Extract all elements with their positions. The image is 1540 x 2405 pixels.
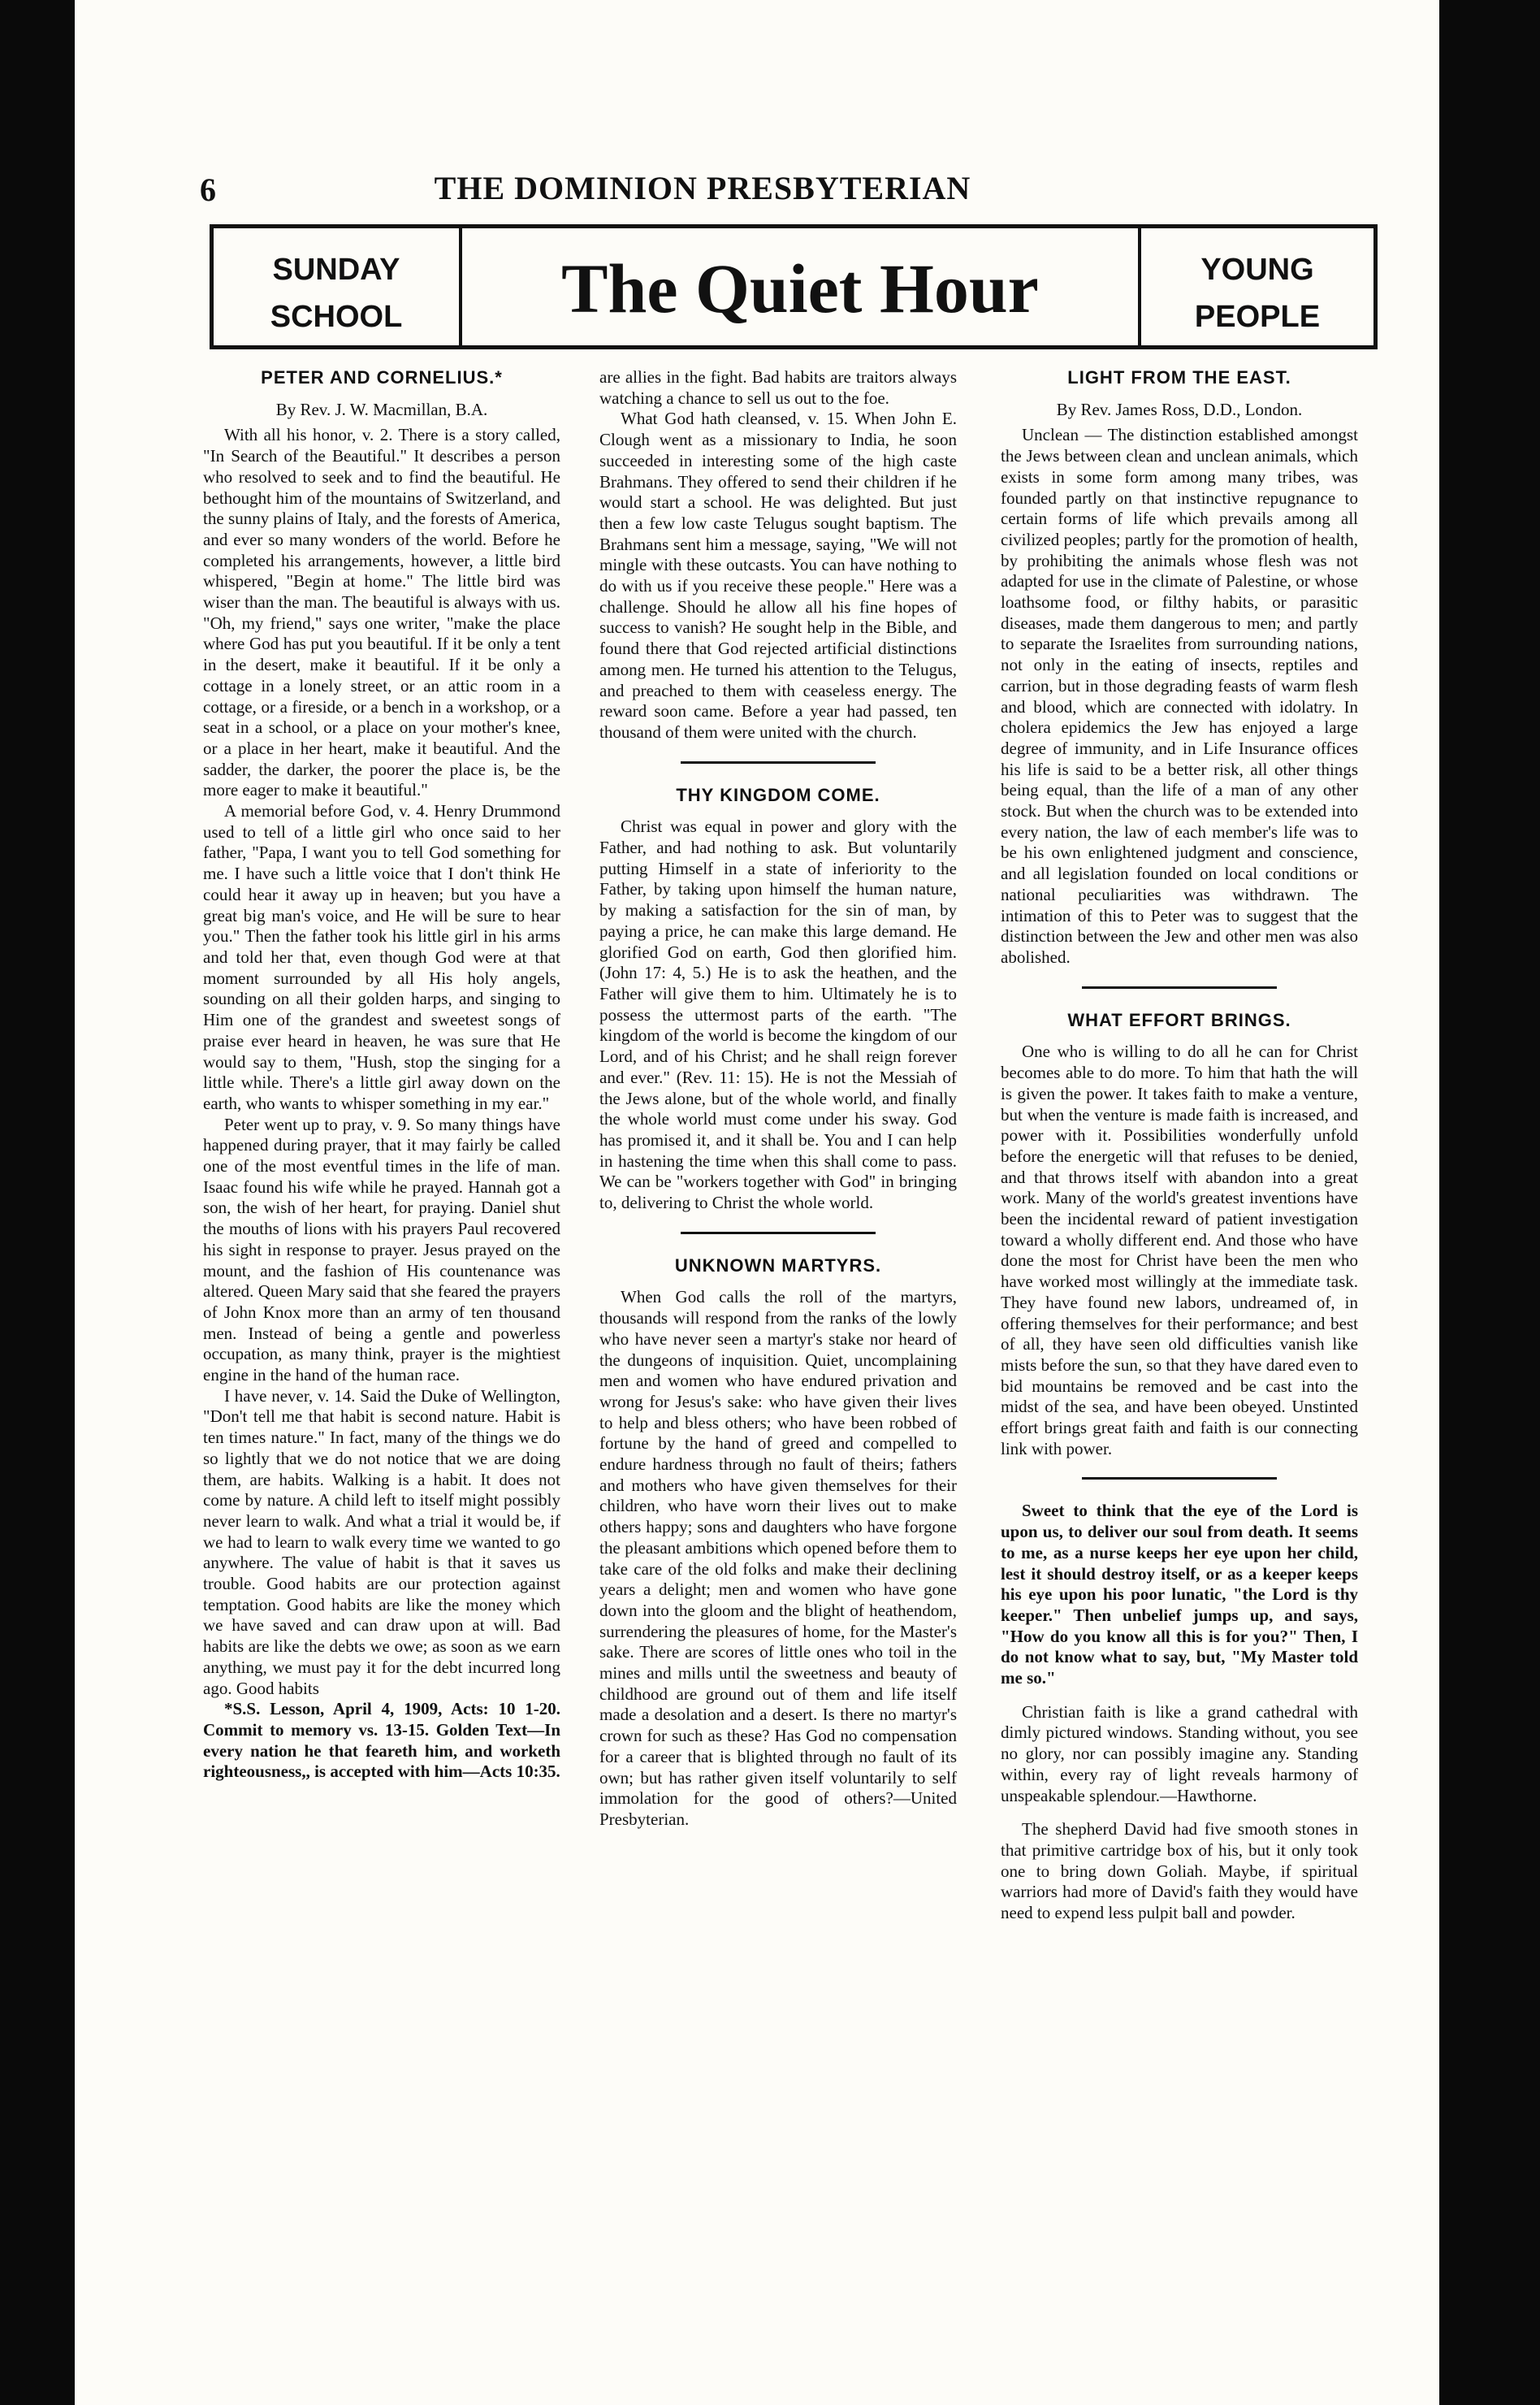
article-paragraph: With all his honor, v. 2. There is a story called, "In Search of the Beautiful." It describes a person who resolved to seek and to find the beautiful. He bethought him of the mountains of Switzerland, and the sunny plains of Italy, and the forests of America, and ever so many wonders of the world. Before he completed his arrangements, however, a little bird whispered, "Begin at home." The little bird was wiser than the man. The beautiful is always with us. "Oh, my friend," says one writer, "make the place where God has put you beautiful. If it be only a tent in the desert, make it beautiful. If it be only a cottage in a lonely street, or an attic room in a cottage, or a fireside, or a bench in a workshop, or a seat in a school, or a place on your mother's knee, or a place in her heart, make it beautiful. And the sadder, the darker, the poorer the place is, be the more eager to make it beautiful." [203, 425, 560, 800]
article-heading-unknown-martyrs: UNKNOWN MARTYRS. [674, 1254, 882, 1276]
column-left [203, 367, 560, 1783]
section-divider [681, 761, 876, 764]
column-right [1001, 367, 1358, 1924]
article-byline: By Rev. James Ross, D.D., London. [1056, 399, 1303, 419]
paragraph-gap [1001, 1689, 1358, 1702]
article-heading-thy-kingdom: THY KINGDOM COME. [676, 784, 880, 805]
article-paragraph: A memorial before God, v. 4. Henry Drummond used to tell of a little girl who once said to her father, "Papa, I want you to tell God something for me. I have such a little voice that I don't think He could hear it away up in heaven; but you have a great big man's voice, and He will be sure to hear you." Then the father took his little girl in his arms and told her that, even though God were at that moment surrounded by all His holy angels, sounding on all their golden harps, and singing to Him one of the grandest and sweetest songs of praise ever heard in heaven, he was sure that He would say to them, "Hush, stop the singing for a little while. There's a little girl away down on the earth, who wants to whisper something in my ear." [203, 801, 560, 1113]
article-paragraph: One who is willing to do all he can for Christ becomes able to do more. To him that hath the will is given the power. It takes faith to make a venture, but when the venture is made faith is increased, and power with it. Possibilities wonderfully unfold before the energetic will that refuses to be denied, and that throws itself with abandon into a great work. Many of the world's greatest inventions have been the incidental reward of patient investigation toward a wholly different end. And those who have done the most for Christ have been the men who have worked most willingly at the immediate task. They have found new labors, undreamed of, in offering themselves for their performance; and best of all, they have seen old difficulties vanish like mists before the sun, so that they have dared even to bid mountains be removed and be cast into the midst of the sea, and have been obeyed. Unstinted effort brings great faith and faith is our connecting link with power. [1001, 1042, 1358, 1458]
section-divider [1082, 1477, 1277, 1480]
article-heading-what-effort-brings: WHAT EFFORT BRINGS. [1067, 1009, 1291, 1030]
article-paragraph: What God hath cleansed, v. 15. When John E. Clough went as a missionary to India, he soon succeeded in interesting some of the high caste Brahmans. They offered to send their children if he would start a school. He was delighted. But just then a few low caste Telugus sought baptism. The Brahmans sent him a message, saying, "We will not mingle with these outcasts. You can have nothing to do with us if you receive these people." Here was a challenge. Should he allow all his fine hopes of success to vanish? He sought help in the Bible, and found there that God rejected artificial distinctions among men. He turned his attention to the Telugus, and preached to them with ceaseless energy. The reward soon came. Before a year had passed, ten thousand of them were united with the church. [599, 409, 957, 742]
right-scan-edge [1439, 0, 1540, 2405]
quote-paragraph: The shepherd David had five smooth stones in that primitive cartridge box of his, but it only took one to bring down Goliah. Maybe, if spiritual warriors had more of David's faith they would have need to expend less pulpit ball and powder. [1001, 1819, 1358, 1923]
section-divider [1082, 986, 1277, 989]
masthead-right-line1: YOUNG [1200, 253, 1314, 287]
article-heading-peter-cornelius: PETER AND CORNELIUS.* [261, 367, 503, 388]
article-byline: By Rev. J. W. Macmillan, B.A. [275, 399, 488, 419]
running-title: THE DOMINION PRESBYTERIAN [434, 170, 971, 206]
page-number: 6 [200, 171, 216, 208]
article-heading-light-from-east: LIGHT FROM THE EAST. [1067, 367, 1291, 388]
masthead [210, 224, 1378, 349]
masthead-right-box [1138, 228, 1373, 345]
quote-paragraph: Christian faith is like a grand cathedral with dimly pictured windows. Standing without, you see no glory, nor can possibly imagine any. Standing within, every ray of light reveals harmony of unspeakable splendour.—Hawthorne. [1001, 1701, 1358, 1805]
article-paragraph: Unclean — The distinction established amongst the Jews between clean and unclean animals, which exists in some form among many tribes, was founded partly on that instinctive repugnance to certain forms of life which prevails among all civilized peoples; partly for the promotion of health, by prohibiting the animals whose flesh was not adapted for use in the climate of Palestine, or whose loathsome food, or filthy habits, or parasitic diseases, made them dangerous to men; and partly to separate the Israelites from surrounding nations, not only in the eating of insects, reptiles and carrion, but in those degrading feasts of warm flesh and blood, which are connected with idolatry. In cholera epidemics the Jew has enjoyed a large degree of immunity, and in Life Insurance offices his life is said to be a better risk, all other things being equal, than the life of a man of any other stock. But when the church was to be extended into every nation, the law of each member's life was to be his own enlightened judgment and conscience, and all legislation founded on local conditions or national peculiarities was withdrawn. The intimation of this to Peter was to suggest that the distinction between the Jew and other men was also abolished. [1001, 425, 1358, 967]
masthead-left-line2: SCHOOL [270, 300, 403, 334]
masthead-title: The Quiet Hour [561, 249, 1039, 327]
section-divider [681, 1232, 876, 1234]
article-paragraph: Christ was equal in power and glory with the Father, and had nothing to ask. But voluntarily putting Himself in a state of inferiority to the Father, by taking upon himself the human nature, by making a satisfaction for the sin of man, by paying a price, he can make this large demand. He glorified God on earth, God then glorified him. (John 17: 4, 5.) He is to ask the heathen, and the Father will give them to him. Ultimately he is to possess the uttermost parts of the earth. "The kingdom of the world is become the kingdom of our Lord, and of his Christ; and he shall reign forever and ever." (Rev. 11: 15). He is not the Messiah of the Jews alone, but of the whole world, and finally the whole world must come under his sway. God has promised it, and it shall be. You and I can help in hastening the time when this shall come to pass. We can be "workers together with God" in bringing to, delivering to Christ the whole world. [599, 817, 957, 1213]
left-scan-edge [0, 0, 75, 2405]
masthead-left-line1: SUNDAY [272, 253, 400, 287]
lesson-footnote: *S.S. Lesson, April 4, 1909, Acts: 10 1-20. Commit to memory vs. 13-15. Golden Text—In every nation he that feareth him, and worketh righteousness,, is accepted with him—Acts 10:35. [203, 1699, 560, 1782]
article-paragraph: I have never, v. 14. Said the Duke of Wellington, "Don't tell me that habit is second nature. Habit is ten times nature." In fact, many of the things we do so lightly that we do not notice that we are doing them, are habits. Walking is a habit. It does not come by nature. A child left to itself might possibly never learn to walk. And what a trial it would be, if we had to learn to walk every time we wanted to go anywhere. The value of habit is that it saves us trouble. Good habits are our protection against temptation. Good habits are like the money which we have saved and can draw upon at will. Bad habits are like the debts we owe; as soon as we earn anything, we must pay it for the debt incurred long ago. Good habits [203, 1385, 560, 1698]
masthead-left-box [214, 228, 462, 345]
column-middle [599, 367, 957, 1831]
article-continuation: are allies in the fight. Bad habits are traitors always watching a chance to sell us out to the foe. [599, 367, 957, 408]
masthead-right-line2: PEOPLE [1194, 300, 1321, 334]
article-paragraph: When God calls the roll of the martyrs, thousands will respond from the ranks of the lowly who have never seen a martyr's stake nor heard of the dungeons of inquisition. Quiet, uncomplaining men and women who have endured privation and wrong for Jesus's sake: who have given their lives to help and bless others; who have been robbed of fortune by the hand of greed and compelled to endure hardness through no fault of theirs; fathers and mothers who have given themselves for their children, who have worn their lives out to make others happy; sons and daughters who have forgone the pleasant ambitions which opened before them to take care of the old folks and make their declining years a delight; men and women who have gone down into the gloom and the blight of heathendom, surrendering the pleasures of home, for the Master's sake. There are scores of little ones who toil in the mines and mills until the sweetness and beauty of childhood are ground out of them and life itself made a desolation and a desert. Is there no martyr's crown for such as these? Has God no compensation for a career that is blighted through no fault of its own; but has rather given itself voluntarily to self immolation for the good of others?—United Presbyterian. [599, 1287, 957, 1829]
paragraph-gap [1001, 1806, 1358, 1819]
article-paragraph: Peter went up to pray, v. 9. So many things have happened during prayer, that it may fairly be called one of the most eventful times in the life of man. Isaac found his wife while he prayed. Hannah got a son, the wish of her heart, for praying. Daniel shut the mouths of lions with his prayers Paul recovered his sight in response to prayer. Jesus prayed on the mount, and the fashion of His countenance was altered. Queen Mary said that she feared the prayers of John Knox more than an army of ten thousand men. Instead of being a gentle and powerless occupation, as many think, prayer is the mightiest engine in the hand of the human race. [203, 1114, 560, 1385]
quote-paragraph: Sweet to think that the eye of the Lord is upon us, to deliver our soul from death. It seems to me, as a nurse keeps her eye upon her child, lest it should destroy itself, or as a keeper keeps his eye upon his poor lunatic, "the Lord is thy keeper." Then unbelief jumps up, and says, "How do you know all this is for you?" Then, I do not know what to say, but, "My Master told me so." [1001, 1501, 1358, 1688]
